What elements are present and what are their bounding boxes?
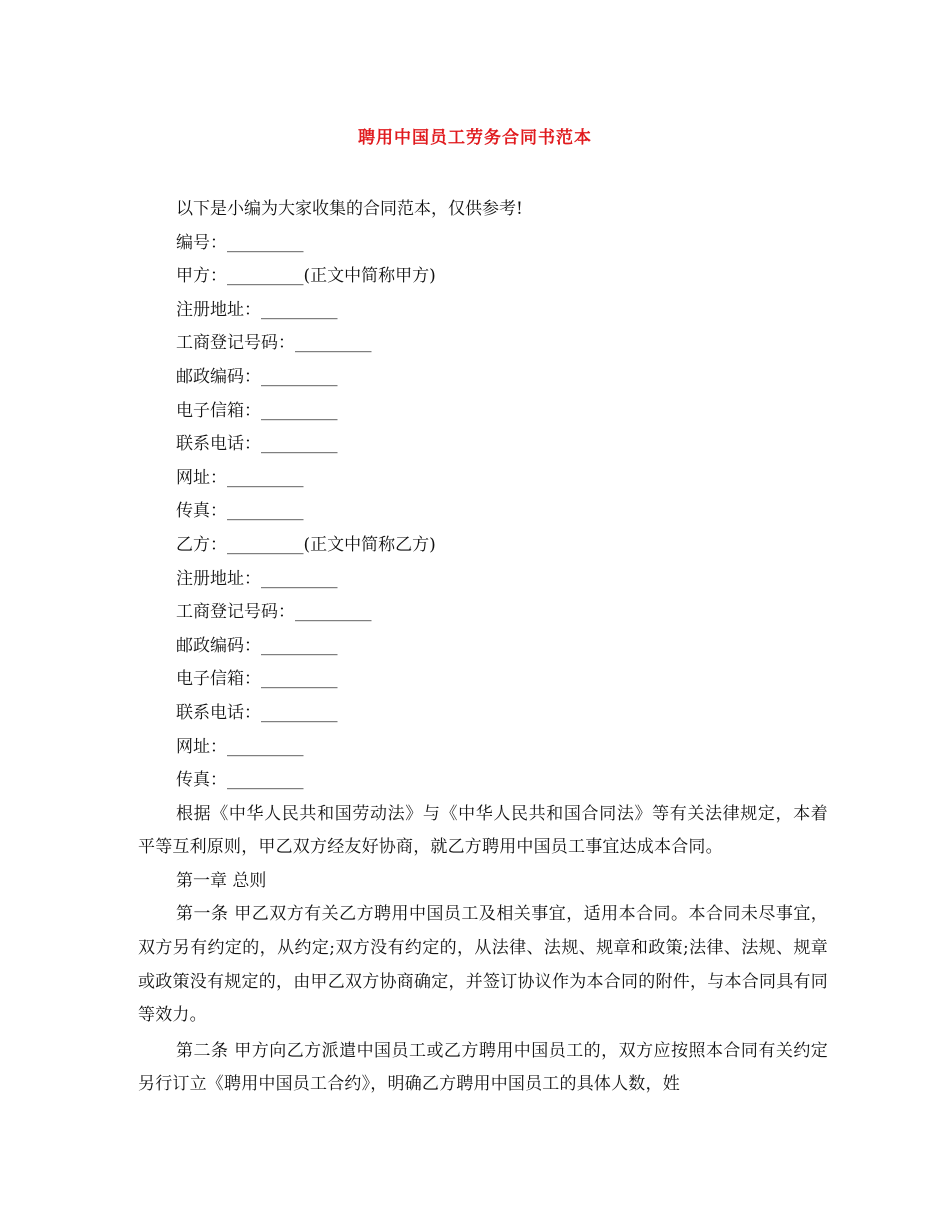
field-party-b-fax: 传真：_________: [176, 770, 304, 791]
article-1-paragraph: 第一条 甲乙双方有关乙方聘用中国员工及相关事宜，适用本合同。本合同未尽事宜，双方另有约定的，从约定;双方没有约定的，从法律、法规、规章和政策;法律、法规、规章或政策没有规定的，由甲乙双方协商确定，并签订协议作为本合同的附件，与本合同具有同等效力。: [138, 904, 828, 1026]
field-party-a-address: 注册地址：_________: [176, 299, 338, 320]
field-party-b-reg-no: 工商登记号码：_________: [176, 602, 372, 623]
intro-line: 以下是小编为大家收集的合同范本，仅供参考!: [176, 199, 523, 219]
article-2-paragraph: 第二条 甲方向乙方派遣中国员工或乙方聘用中国员工的，双方应按照本合同有关约定另行订立《聘用中国员工合约》，明确乙方聘用中国员工的具体人数，姓: [138, 1040, 828, 1095]
document-title: 聘用中国员工劳务合同书范本: [358, 128, 592, 148]
field-party-a: 甲方：_________(正文中简称甲方): [176, 266, 436, 287]
field-party-a-postcode: 邮政编码：_________: [176, 366, 338, 387]
field-party-a-email: 电子信箱：_________: [176, 400, 338, 421]
field-party-b-website: 网址：_________: [176, 736, 304, 757]
preamble-paragraph: 根据《中华人民共和国劳动法》与《中华人民共和国合同法》等有关法律规定，本着平等互利原则，甲乙双方经友好协商，就乙方聘用中国员工事宜达成本合同。: [138, 803, 828, 858]
document-body: [138, 193, 828, 1102]
field-party-a-reg-no: 工商登记号码：_________: [176, 333, 372, 354]
field-party-b-email: 电子信箱：_________: [176, 669, 338, 690]
chapter-heading: 第一章 总则: [176, 870, 267, 891]
field-party-b: 乙方：_________(正文中简称乙方): [176, 534, 436, 555]
field-party-a-phone: 联系电话：_________: [176, 434, 338, 455]
field-number: 编号：_________: [176, 232, 304, 253]
field-party-b-phone: 联系电话：_________: [176, 702, 338, 723]
field-party-a-fax: 传真：_________: [176, 501, 304, 522]
field-party-b-address: 注册地址：_________: [176, 568, 338, 589]
field-party-a-website: 网址：_________: [176, 467, 304, 488]
field-party-b-postcode: 邮政编码：_________: [176, 635, 338, 656]
